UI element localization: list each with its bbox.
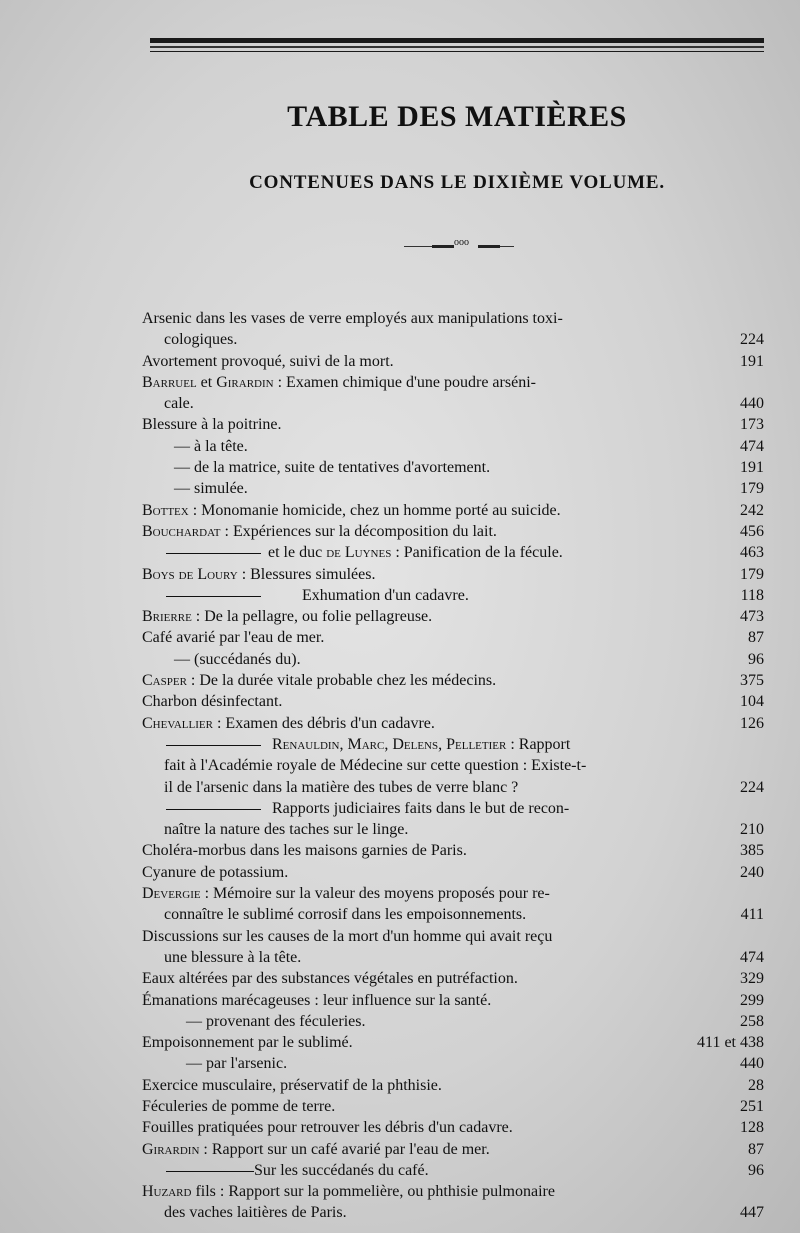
ditto-dash	[166, 1171, 254, 1172]
toc-entry-text	[142, 627, 324, 648]
toc-entry-text	[174, 649, 301, 670]
toc-entry	[142, 1202, 764, 1223]
toc-entry-text	[268, 542, 563, 563]
page-number: 473	[740, 608, 764, 626]
ditto-dash	[166, 809, 261, 810]
entry-label: Exhumation d'un cadavre.	[302, 586, 469, 604]
author-name: Renauldin, Marc, Delens, Pelletier	[272, 735, 507, 753]
toc-entry-text	[142, 351, 394, 372]
toc-entry	[142, 542, 764, 563]
entry-label: — provenant des féculeries.	[186, 1012, 366, 1030]
toc-entry	[142, 862, 764, 883]
page-number: 251	[740, 1097, 764, 1115]
toc-entry-text	[164, 819, 408, 840]
toc-entry-text	[142, 883, 550, 904]
toc-entry	[142, 1181, 764, 1202]
page-number: 440	[740, 395, 764, 413]
page-title: TABLE DES MATIÈRES	[287, 100, 627, 133]
page-number: 411 et 438	[697, 1034, 764, 1052]
entry-label: fait à l'Académie royale de Médecine sur cette question : Existe-t-	[164, 757, 587, 775]
toc-entry-text	[142, 926, 552, 947]
page-number: 440	[740, 1055, 764, 1073]
toc-entry-text	[164, 393, 194, 414]
entry-label: Exercice musculaire, préservatif de la phthisie.	[142, 1076, 442, 1094]
entry-label: : Panification de la fécule.	[391, 544, 563, 562]
entry-label: Sur les succédanés du café.	[254, 1161, 429, 1179]
page-number: 240	[740, 863, 764, 881]
author-name: Girardin	[142, 1140, 200, 1158]
page-number: 179	[740, 480, 764, 498]
page-number: 258	[740, 1012, 764, 1030]
entry-label: — (succédanés du).	[174, 650, 301, 668]
author-name: de Luynes	[326, 544, 392, 562]
toc-entry	[142, 1139, 764, 1160]
toc-entry-text	[272, 798, 569, 819]
toc-entry	[142, 990, 764, 1011]
page-number: 474	[740, 437, 764, 455]
author-name: Boys de Loury	[142, 565, 238, 583]
toc-entry-text	[142, 713, 435, 734]
toc-entry-text	[142, 1096, 335, 1117]
entry-label: Blessure à la poitrine.	[142, 416, 282, 434]
page-number: 474	[740, 948, 764, 966]
toc-entry	[142, 904, 764, 925]
entry-label: — simulée.	[174, 480, 248, 498]
toc-entry-text	[164, 755, 586, 776]
page-number: 447	[740, 1204, 764, 1222]
toc-entry-text	[174, 436, 248, 457]
page-number: 224	[740, 778, 764, 796]
toc-entry-text	[142, 1181, 555, 1202]
toc-entry	[142, 1011, 764, 1032]
page-number: 210	[740, 821, 764, 839]
author-name: Devergie	[142, 885, 201, 903]
toc-entry-text	[164, 947, 301, 968]
toc-entry	[142, 1117, 764, 1138]
toc-entry-text	[142, 840, 467, 861]
page-number: 96	[748, 1161, 764, 1179]
page-number: 28	[748, 1076, 764, 1094]
ditto-dash	[166, 553, 261, 554]
toc-entry	[142, 627, 764, 648]
ditto-dash	[166, 596, 261, 597]
page-number: 329	[740, 970, 764, 988]
entry-label: Rapports judiciaires faits dans le but de recon-	[272, 799, 570, 817]
toc-entry	[142, 926, 764, 947]
toc-entry	[142, 308, 764, 329]
author-name: Bottex	[142, 501, 189, 519]
toc-entry-text	[254, 1160, 429, 1181]
toc-entry-text	[142, 372, 536, 393]
toc-entry	[142, 414, 764, 435]
toc-entry	[142, 436, 764, 457]
page-number: 118	[740, 586, 764, 604]
toc-entry-text	[164, 904, 526, 925]
author-name: Bouchardat	[142, 522, 221, 540]
page-number: 128	[740, 1119, 764, 1137]
entry-label: : Blessures simulées.	[237, 565, 376, 583]
toc-entry-text	[142, 521, 497, 542]
toc-entry-text	[142, 968, 518, 989]
entry-label: : Expériences sur la décomposition du lait.	[220, 522, 497, 540]
top-rule	[150, 38, 764, 52]
toc-entry	[142, 478, 764, 499]
entry-label: fils : Rapport sur la pommelière, ou phthisie pulmonaire	[191, 1183, 555, 1201]
toc-entry	[142, 457, 764, 478]
toc-entry	[142, 798, 764, 819]
entry-label: il de l'arsenic dans la matière des tubes de verre blanc ?	[164, 778, 519, 796]
ornament-divider: ooo	[404, 243, 514, 251]
toc-entry-text	[164, 329, 237, 350]
entry-label: une blessure à la tête.	[164, 948, 302, 966]
entry-label: Café avarié par l'eau de mer.	[142, 629, 325, 647]
toc-entry-text	[142, 1139, 490, 1160]
toc-entry	[142, 1075, 764, 1096]
toc-entry	[142, 777, 764, 798]
page-number: 411	[740, 906, 764, 924]
entry-label: : Rapport sur un café avarié par l'eau de mer.	[199, 1140, 490, 1158]
entry-label: naître la nature des taches sur le linge.	[164, 821, 409, 839]
author-name: Girardin	[216, 373, 274, 391]
entry-label: : Rapport	[506, 735, 571, 753]
page-number: 104	[740, 693, 764, 711]
page-number: 126	[740, 714, 764, 732]
page-number: 179	[740, 565, 764, 583]
toc-entry	[142, 734, 764, 755]
toc-entry-text	[142, 308, 563, 329]
toc-entry	[142, 372, 764, 393]
toc-entry	[142, 883, 764, 904]
toc-entry-text	[142, 862, 288, 883]
contents-list	[142, 308, 764, 1224]
toc-entry-text	[186, 1011, 365, 1032]
toc-entry-text	[164, 1202, 347, 1223]
page-number: 87	[748, 629, 764, 647]
entry-label: Eaux altérées par des substances végétales en putréfaction.	[142, 970, 518, 988]
entry-label: Avortement provoqué, suivi de la mort.	[142, 352, 394, 370]
toc-entry-text	[174, 457, 490, 478]
page-number: 456	[740, 522, 764, 540]
entry-label: : De la pellagre, ou folie pellagreuse.	[191, 608, 433, 626]
entry-label: Arsenic dans les vases de verre employés aux manipulations toxi-	[142, 310, 563, 327]
author-name: Barruel	[142, 373, 197, 391]
toc-entry-text	[302, 585, 469, 606]
toc-entry-text	[174, 478, 248, 499]
entry-label: Cyanure de potassium.	[142, 863, 289, 881]
entry-label: des vaches laitières de Paris.	[164, 1204, 347, 1222]
page-number: 375	[740, 672, 764, 690]
toc-entry-text	[142, 670, 496, 691]
toc-entry	[142, 329, 764, 350]
entry-label: Féculeries de pomme de terre.	[142, 1097, 336, 1115]
entry-label: et le duc	[268, 544, 327, 562]
toc-entry	[142, 968, 764, 989]
toc-entry	[142, 1160, 764, 1181]
entry-label: et	[196, 373, 217, 391]
entry-label: cologiques.	[164, 331, 238, 349]
toc-entry	[142, 670, 764, 691]
toc-entry-text	[142, 691, 282, 712]
ditto-dash	[166, 745, 261, 746]
entry-label: Empoisonnement par le sublimé.	[142, 1034, 353, 1052]
page-subtitle: CONTENUES DANS LE DIXIÈME VOLUME.	[249, 172, 665, 193]
entry-label: : Examen des débris d'un cadavre.	[212, 714, 435, 732]
page-number: 87	[748, 1140, 764, 1158]
author-name: Huzard	[142, 1183, 192, 1201]
toc-entry-text	[142, 500, 561, 521]
entry-label: : Examen chimique d'une poudre arséni-	[273, 373, 536, 391]
entry-label: Fouilles pratiquées pour retrouver les débris d'un cadavre.	[142, 1119, 513, 1137]
entry-label: cale.	[164, 395, 194, 413]
entry-label: : Mémoire sur la valeur des moyens proposés pour re-	[200, 885, 550, 903]
entry-label: connaître le sublimé corrosif dans les empoisonnements.	[164, 906, 527, 924]
author-name: Chevallier	[142, 714, 213, 732]
toc-entry-text	[142, 1117, 513, 1138]
toc-entry	[142, 840, 764, 861]
page-number: 299	[740, 991, 764, 1009]
entry-label: — à la tête.	[174, 437, 248, 455]
page-number: 191	[740, 459, 764, 477]
toc-entry	[142, 1053, 764, 1074]
toc-entry-text	[186, 1053, 287, 1074]
toc-entry	[142, 649, 764, 670]
entry-label: — de la matrice, suite de tentatives d'avortement.	[174, 459, 491, 477]
entry-label: Choléra-morbus dans les maisons garnies de Paris.	[142, 842, 467, 860]
toc-entry	[142, 606, 764, 627]
page-number: 173	[740, 416, 764, 434]
toc-entry	[142, 351, 764, 372]
toc-entry	[142, 1032, 764, 1053]
author-name: Casper	[142, 672, 187, 690]
toc-entry	[142, 713, 764, 734]
toc-entry	[142, 755, 764, 776]
page-number: 463	[740, 544, 764, 562]
toc-entry-text	[142, 606, 432, 627]
page-number: 242	[740, 501, 764, 519]
toc-entry-text	[142, 564, 375, 585]
toc-entry-text	[272, 734, 570, 755]
toc-entry	[142, 564, 764, 585]
toc-entry	[142, 521, 764, 542]
page-number: 191	[740, 352, 764, 370]
toc-entry	[142, 585, 764, 606]
toc-entry-text	[164, 777, 518, 798]
page-number: 96	[748, 650, 764, 668]
toc-entry-text	[142, 990, 491, 1011]
page-number: 385	[740, 842, 764, 860]
toc-entry	[142, 393, 764, 414]
entry-label: : Monomanie homicide, chez un homme porté au suicide.	[188, 501, 561, 519]
toc-entry	[142, 819, 764, 840]
toc-entry-text	[142, 1075, 442, 1096]
entry-label: Discussions sur les causes de la mort d'un homme qui avait reçu	[142, 927, 553, 945]
entry-label: Charbon désinfectant.	[142, 693, 283, 711]
page-number: 224	[740, 331, 764, 349]
toc-entry	[142, 691, 764, 712]
toc-entry	[142, 500, 764, 521]
toc-entry	[142, 1096, 764, 1117]
toc-entry-text	[142, 1032, 353, 1053]
toc-entry	[142, 947, 764, 968]
toc-entry-text	[142, 414, 282, 435]
entry-label: — par l'arsenic.	[186, 1055, 288, 1073]
entry-label: Émanations marécageuses : leur influence sur la santé.	[142, 991, 492, 1009]
author-name: Brierre	[142, 608, 192, 626]
entry-label: : De la durée vitale probable chez les médecins.	[186, 672, 497, 690]
